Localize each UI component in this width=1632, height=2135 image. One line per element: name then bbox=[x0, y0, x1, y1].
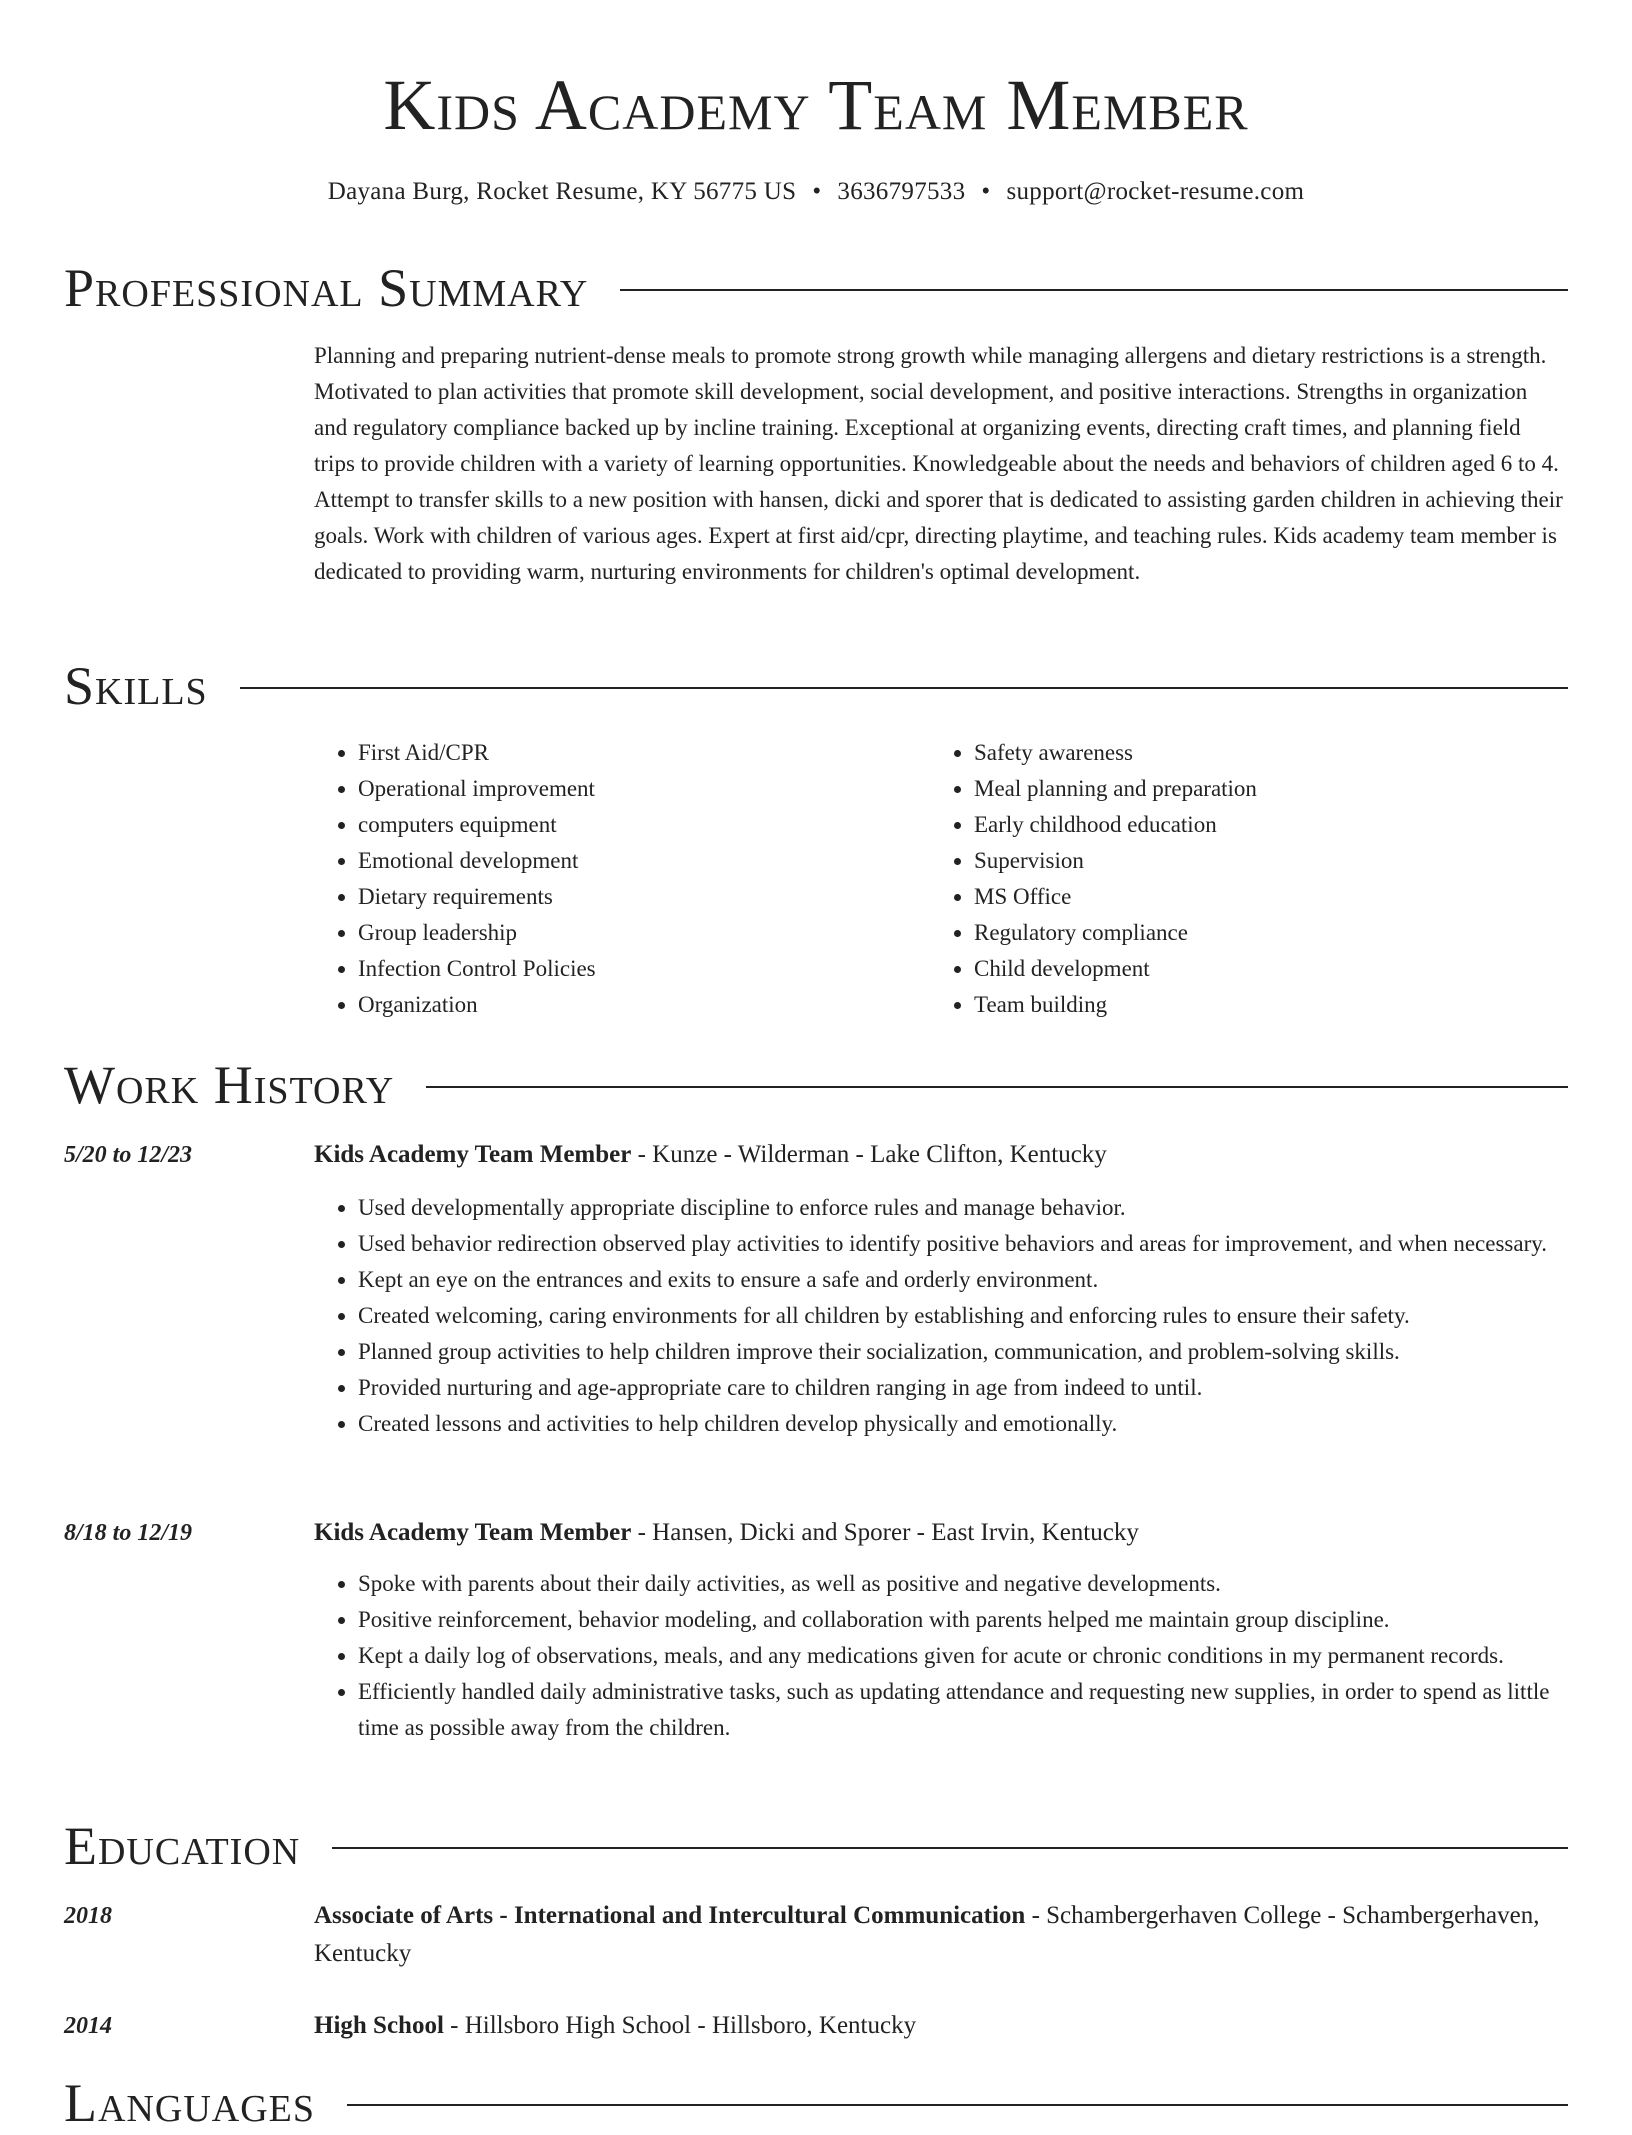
contact-email[interactable]: support@rocket-resume.com bbox=[1006, 178, 1305, 205]
education-year: 2014 bbox=[64, 2013, 112, 2039]
contact-separator: • bbox=[812, 178, 822, 205]
section-title-education: Education bbox=[64, 1816, 301, 1876]
skill-item: • First Aid/CPR bbox=[358, 735, 930, 771]
work-bullet: • Used developmentally appropriate discipline to enforce rules and manage behavior. bbox=[358, 1190, 1566, 1226]
section-divider bbox=[620, 289, 1568, 291]
contact-address: Dayana Burg, Rocket Resume, KY 56775 US bbox=[327, 178, 797, 205]
education-heading bbox=[314, 1897, 1566, 1973]
section-divider bbox=[347, 2104, 1568, 2106]
work-heading bbox=[314, 1514, 1566, 1552]
section-header-skills bbox=[64, 654, 1568, 718]
job-title: Kids Academy Team Member bbox=[314, 1141, 632, 1168]
work-heading bbox=[314, 1136, 1566, 1174]
work-bullet: • Kept a daily log of observations, meals, and any medications given for acute or chronic conditions in my permanent records. bbox=[358, 1638, 1566, 1674]
job-details: - Hansen, Dicki and Sporer - East Irvin, Kentucky bbox=[631, 1519, 1139, 1546]
contact-line bbox=[0, 174, 1632, 210]
work-bullet: • Provided nurturing and age-appropriate care to children ranging in age from indeed to until. bbox=[358, 1370, 1566, 1406]
degree-title: High School bbox=[314, 2012, 444, 2039]
section-divider bbox=[426, 1086, 1568, 1088]
contact-separator: • bbox=[981, 178, 991, 205]
section-title-work-history: Work History bbox=[64, 1055, 395, 1115]
work-bullet: • Efficiently handled daily administrative tasks, such as updating attendance and requesting new supplies, in order to spend as little time as possible away from the children. bbox=[358, 1674, 1566, 1746]
section-divider bbox=[240, 687, 1568, 689]
skill-item: • Child development bbox=[974, 951, 1546, 987]
skill-item: • Group leadership bbox=[358, 915, 930, 951]
section-title-skills: Skills bbox=[64, 656, 208, 716]
job-details: - Kunze - Wilderman - Lake Clifton, Kentucky bbox=[631, 1141, 1107, 1168]
section-header-education bbox=[64, 1814, 1568, 1878]
skill-item: • Meal planning and preparation bbox=[974, 771, 1546, 807]
degree-title: Associate of Arts - International and Intercultural Communication bbox=[314, 1902, 1026, 1929]
work-bullet: • Spoke with parents about their daily activities, as well as positive and negative developments. bbox=[358, 1566, 1566, 1602]
skills-list bbox=[314, 735, 1566, 1023]
section-header-summary bbox=[64, 256, 1568, 320]
education-heading bbox=[314, 2007, 1566, 2045]
skill-item: • Emotional development bbox=[358, 843, 930, 879]
skill-item: • Operational improvement bbox=[358, 771, 930, 807]
skill-item: • Regulatory compliance bbox=[974, 915, 1546, 951]
section-header-languages bbox=[64, 2071, 1568, 2135]
work-bullet: • Created lessons and activities to help children develop physically and emotionally. bbox=[358, 1406, 1566, 1442]
work-bullets bbox=[314, 1566, 1566, 1746]
work-bullet: • Created welcoming, caring environments for all children by establishing and enforcing rules to ensure their safety. bbox=[358, 1298, 1566, 1334]
skill-item: • Organization bbox=[358, 987, 930, 1023]
skill-item: • Safety awareness bbox=[974, 735, 1546, 771]
skill-item: • Supervision bbox=[974, 843, 1546, 879]
work-bullet: • Kept an eye on the entrances and exits to ensure a safe and orderly environment. bbox=[358, 1262, 1566, 1298]
education-year: 2018 bbox=[64, 1903, 112, 1929]
job-title: Kids Academy Team Member bbox=[314, 1519, 632, 1546]
skills-column-left bbox=[314, 735, 930, 1023]
education-details: - Hillsboro High School - Hillsboro, Kentucky bbox=[443, 2012, 917, 2039]
resume-title: Kids Academy Team Member bbox=[383, 65, 1249, 145]
work-bullet: • Planned group activities to help children improve their socialization, communication, and problem-solving skills. bbox=[358, 1334, 1566, 1370]
skill-item: • Early childhood education bbox=[974, 807, 1546, 843]
section-title-summary: Professional Summary bbox=[64, 258, 589, 318]
section-divider bbox=[332, 1847, 1568, 1849]
skill-item: • Infection Control Policies bbox=[358, 951, 930, 987]
summary-text: Planning and preparing nutrient-dense meals to promote strong growth while managing allergens and dietary restrictions is a strength. Motivated to plan activities that promote skill development, social development, and positive interactions. Strengths in organization and regulatory compliance backed up by incline training. Exceptional at organizing events, directing craft times, and planning field trips to provide children with a variety of learning opportunities. Knowledgeable about the needs and behaviors of children aged 6 to 4. Attempt to transfer skills to a new position with hansen, dicki and sporer that is dedicated to assisting garden children in achieving their goals. Work with children of various ages. Expert at first aid/cpr, directing playtime, and teaching rules. Kids academy team member is dedicated to providing warm, nurturing environments for children's optimal development. bbox=[314, 343, 1563, 584]
work-bullet: • Positive reinforcement, behavior modeling, and collaboration with parents helped me maintain group discipline. bbox=[358, 1602, 1566, 1638]
skill-item: • Team building bbox=[974, 987, 1546, 1023]
work-bullet: • Used behavior redirection observed play activities to identify positive behaviors and areas for improvement, and when necessary. bbox=[358, 1226, 1566, 1262]
education-details: - Schambergerhaven College - Schambergerhaven, Kentucky bbox=[314, 1902, 1540, 1967]
work-dates: 8/18 to 12/19 bbox=[64, 1520, 193, 1546]
work-bullets bbox=[314, 1190, 1566, 1442]
section-header-work-history bbox=[64, 1053, 1568, 1117]
skills-column-right bbox=[930, 735, 1546, 1023]
contact-phone: 3636797533 bbox=[837, 178, 966, 205]
section-title-languages: Languages bbox=[64, 2073, 315, 2133]
skill-item: • MS Office bbox=[974, 879, 1546, 915]
skill-item: • computers equipment bbox=[358, 807, 930, 843]
skill-item: • Dietary requirements bbox=[358, 879, 930, 915]
work-dates: 5/20 to 12/23 bbox=[64, 1142, 193, 1168]
